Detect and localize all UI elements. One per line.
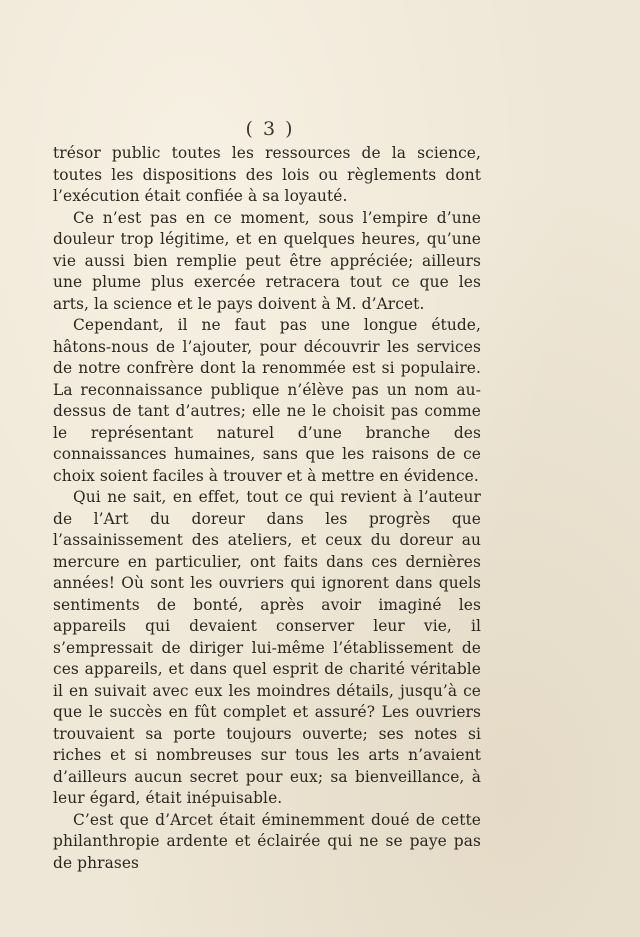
page-number: ( 3 ) — [245, 118, 295, 140]
paragraph: trésor public toutes les ressources de la science, toutes les dispositions des lois ou règlements dont l’exécution était confiée à sa loyauté. — [53, 144, 481, 205]
paragraph: Qui ne sait, en effet, tout ce qui revient à l’auteur de l’Art du doreur dans les progrès que l’assainissement des ateliers, et ceux du doreur au mercure en particulier, ont faits dans ces dernières années! Où sont les ouvriers qui ignorent dans quels sentiments de bonté, après avoir imaginé les appareils qui devaient conserver leur vie, il s’empressait de diriger lui-même l’établissement de ces appareils, et dans quel esprit de charité véritable il en suivait avec eux les moindres détails, jusqu’à ce que le succès en fût complet et assuré? Les ouvriers trouvaient sa porte toujours ouverte; ses notes si riches et si nombreuses sur tous les arts n’avaient d’ailleurs aucun secret pour eux; sa bienveillance, à leur égard, était inépuisable. — [53, 488, 481, 807]
paragraph: C’est que d’Arcet était éminemment doué de cette philanthropie ardente et éclairée qui ne se paye pas de phrases — [53, 810, 481, 872]
paragraph: Cependant, il ne faut pas une longue étude, hâtons-nous de l’ajouter, pour découvrir les services de notre confrère dont la renommée est si populaire. La reconnaissance publique n’élève pas un nom au-dessus de tant d’autres; elle ne le choisit pas comme le représentant naturel d’une branche des connaissances humaines, sans que les raisons de ce choix soient faciles à trouver et à mettre en évidence. — [53, 316, 481, 485]
body-text — [53, 143, 481, 874]
paragraph: Ce n’est pas en ce moment, sous l’empire d’une douleur trop légitime, et en quelques heures, qu’une vie aussi bien remplie peut être appréciée; ailleurs une plume plus exercée retracera tout ce que les arts, la science et le pays doivent à M. d’Arcet. — [53, 208, 481, 313]
